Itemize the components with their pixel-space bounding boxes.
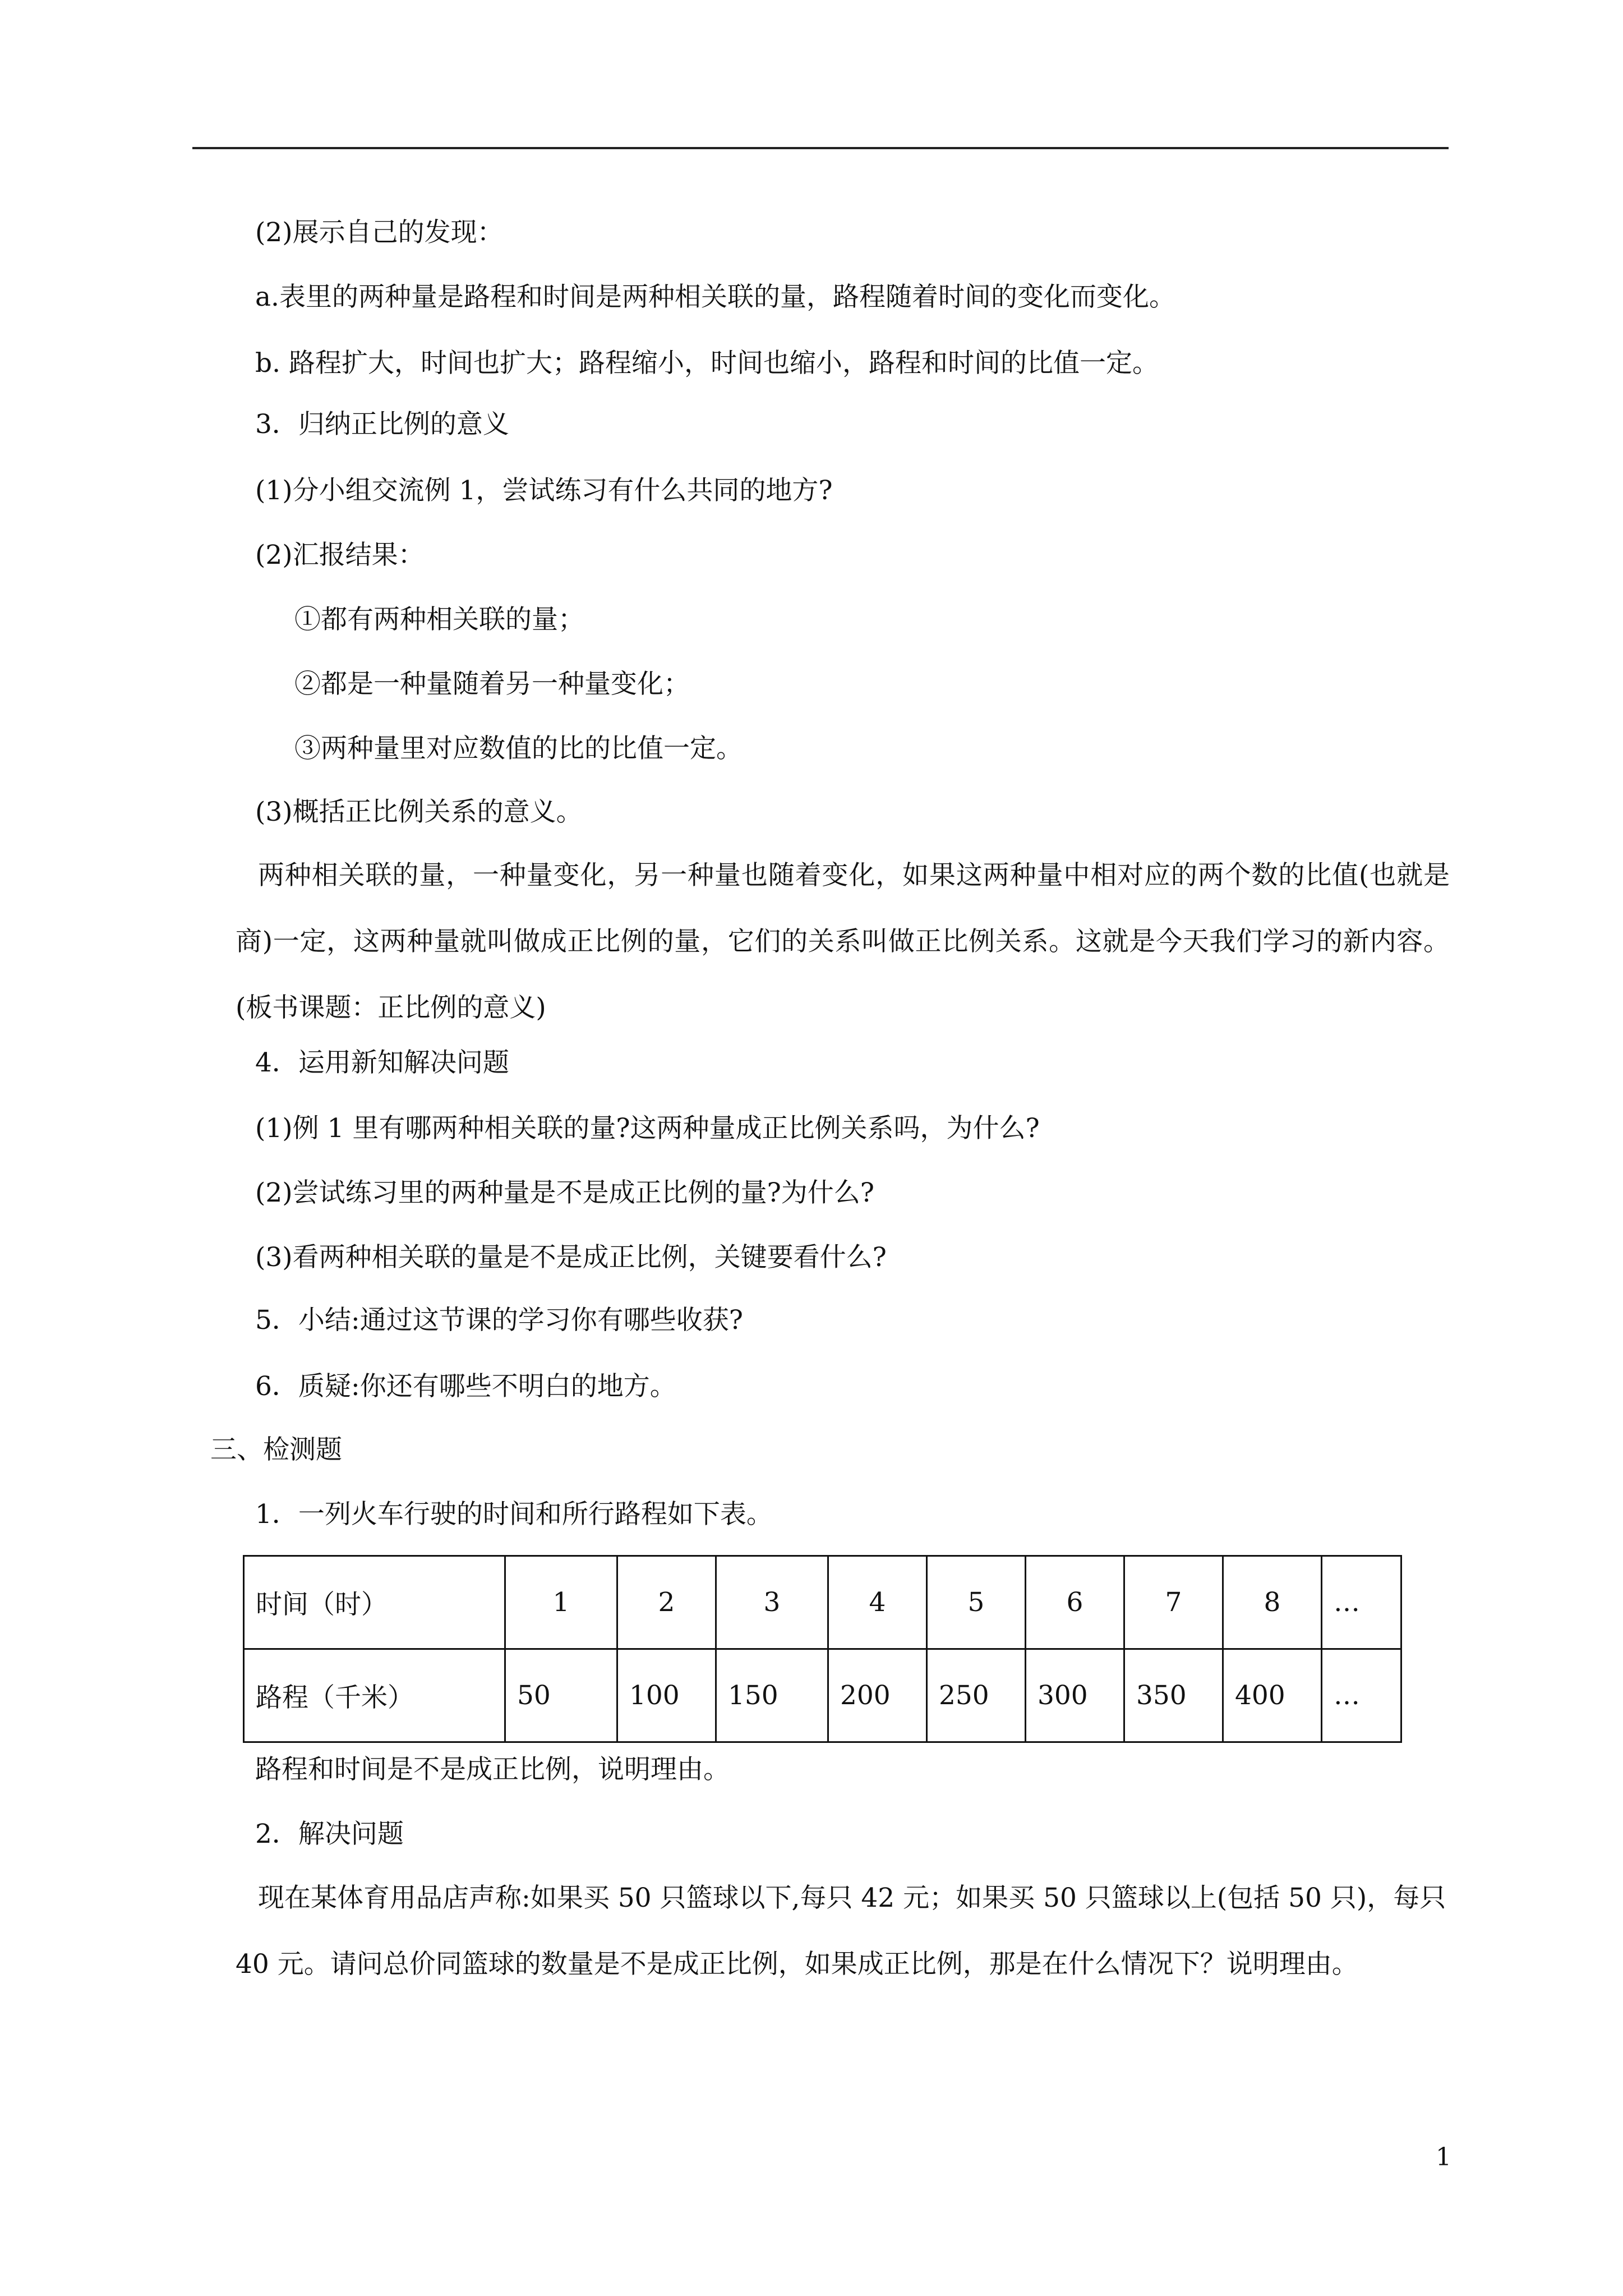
table-row-distance bbox=[244, 1649, 1401, 1742]
table-cell: 250 bbox=[927, 1649, 1026, 1742]
table-cell: 100 bbox=[617, 1649, 716, 1742]
question1-prompt: 路程和时间是不是成正比例，说明理由。 bbox=[255, 1754, 730, 1785]
table-cell: … bbox=[1322, 1649, 1401, 1742]
line-question-1: (1)例 1 里有哪两种相关联的量?这两种量成正比例关系吗，为什么? bbox=[255, 1113, 1040, 1144]
line-summary: 5．小结:通过这节课的学习你有哪些收获? bbox=[255, 1305, 743, 1336]
table-cell: 4 bbox=[828, 1556, 927, 1649]
table-row-header: 时间（时） bbox=[244, 1556, 505, 1649]
table-cell: 2 bbox=[617, 1556, 716, 1649]
line-result-3: ③两种量里对应数值的比的比值一定。 bbox=[294, 733, 743, 764]
table-cell: 6 bbox=[1026, 1556, 1124, 1649]
table-cell: 400 bbox=[1223, 1649, 1322, 1742]
time-distance-table bbox=[243, 1555, 1402, 1743]
line-result-2: ②都是一种量随着另一种量变化； bbox=[294, 669, 690, 700]
line-result-1: ①都有两种相关联的量； bbox=[294, 604, 584, 635]
table-cell: … bbox=[1322, 1556, 1401, 1649]
table-cell: 3 bbox=[716, 1556, 828, 1649]
page-number: 1 bbox=[1436, 2143, 1451, 2171]
table-cell: 1 bbox=[505, 1556, 617, 1649]
line-show-findings: (2)展示自己的发现： bbox=[255, 217, 504, 248]
line-summarize-meaning: (3)概括正比例关系的意义。 bbox=[255, 797, 583, 827]
table-cell: 7 bbox=[1124, 1556, 1223, 1649]
line-questions: 6．质疑:你还有哪些不明白的地方。 bbox=[255, 1371, 676, 1402]
table-cell: 50 bbox=[505, 1649, 617, 1742]
line-group-exchange: (1)分小组交流例 1，尝试练习有什么共同的地方? bbox=[255, 475, 833, 506]
table-row-time bbox=[244, 1556, 1401, 1649]
table-cell: 8 bbox=[1223, 1556, 1322, 1649]
line-report-results: (2)汇报结果： bbox=[255, 540, 425, 570]
header-rule bbox=[192, 147, 1449, 149]
question1-intro: 1．一列火车行驶的时间和所行路程如下表。 bbox=[255, 1499, 773, 1530]
table-row-header: 路程（千米） bbox=[244, 1649, 505, 1742]
table-cell: 150 bbox=[716, 1649, 828, 1742]
question2-heading: 2．解决问题 bbox=[255, 1819, 404, 1849]
line-question-3: (3)看两种相关联的量是不是成正比例，关键要看什么? bbox=[255, 1242, 887, 1273]
table-cell: 200 bbox=[828, 1649, 927, 1742]
question2-paragraph: 现在某体育用品店声称:如果买 50 只篮球以下,每只 42 元；如果买 50 只篮球以上(包括 50 只)，每只 40 元。请问总价同篮球的数量是不是成正比例，如果成正比例，那是在什么情况下？说明理由。 bbox=[236, 1883, 1446, 1980]
line-step3-heading: 3．归纳正比例的意义 bbox=[255, 409, 509, 440]
line-question-2: (2)尝试练习里的两种量是不是成正比例的量?为什么? bbox=[255, 1177, 874, 1208]
table-cell: 300 bbox=[1026, 1649, 1124, 1742]
line-finding-a: a.表里的两种量是路程和时间是两种相关联的量，路程随着时间的变化而变化。 bbox=[255, 282, 1175, 312]
table-cell: 5 bbox=[927, 1556, 1026, 1649]
definition-paragraph: 两种相关联的量，一种量变化，另一种量也随着变化，如果这两种量中相对应的两个数的比值(也就是商)一定，这两种量就叫做成正比例的量，它们的关系叫做正比例关系。这就是今天我们学习的新内容。(板书课题：正比例的意义) bbox=[236, 860, 1450, 1023]
table-cell: 350 bbox=[1124, 1649, 1223, 1742]
line-finding-b: b. 路程扩大，时间也扩大；路程缩小，时间也缩小，路程和时间的比值一定。 bbox=[255, 348, 1159, 379]
section-heading: 三、检测题 bbox=[210, 1434, 342, 1465]
line-step4-heading: 4．运用新知解决问题 bbox=[255, 1047, 509, 1078]
